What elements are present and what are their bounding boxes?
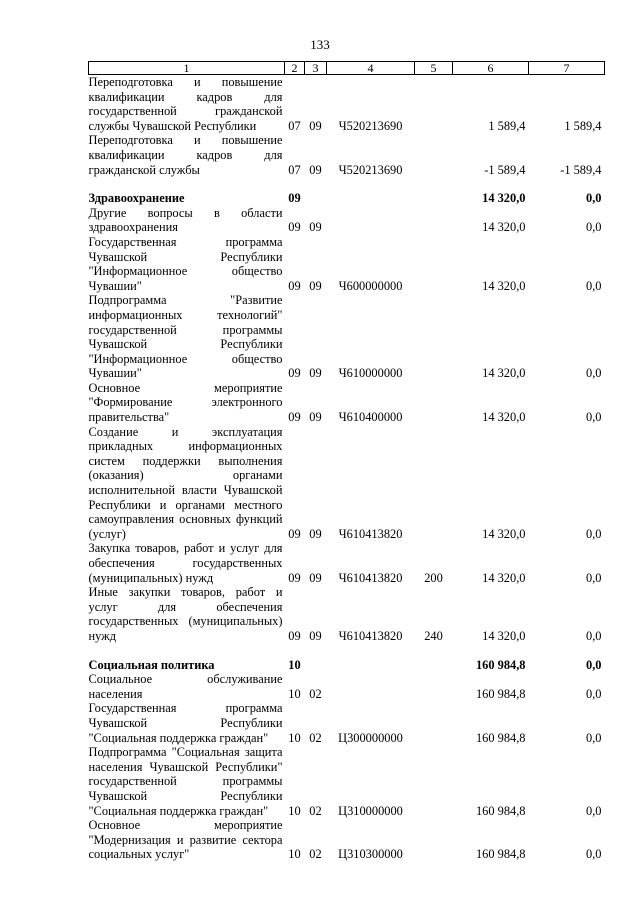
row-name-cell: Здравоохранение xyxy=(88,191,185,206)
target-item-cell: Ц310000000 xyxy=(338,803,403,818)
expense-type-cell xyxy=(415,818,453,862)
row-name-cell: Закупка товаров, работ и услуг для обеспечения государственных (муниципальных) нужд xyxy=(88,541,283,585)
expense-type-cell xyxy=(415,206,453,235)
row-name-cell: Социальная политика xyxy=(88,657,215,672)
amount-cell: 0,0 xyxy=(586,191,602,206)
expense-type-cell xyxy=(415,425,453,542)
subsection-code-cell: 09 xyxy=(309,118,322,133)
amount-cell: 14 320,0 xyxy=(482,191,526,206)
header-cell: 4 xyxy=(327,62,415,75)
section-code-cell: 09 xyxy=(288,570,301,585)
amount-cell: 14 320,0 xyxy=(482,570,526,585)
table-row xyxy=(89,818,605,862)
table-row xyxy=(89,235,605,293)
section-code-cell: 09 xyxy=(288,628,301,643)
table-row xyxy=(89,541,605,585)
expense-type-cell xyxy=(415,672,453,701)
amount-cell: 1 589,4 xyxy=(488,118,526,133)
row-name-cell: Социальное обслуживание населения xyxy=(88,672,283,701)
table-body xyxy=(89,75,605,862)
spacer-cell xyxy=(89,177,605,191)
section-code-cell: 09 xyxy=(288,220,301,235)
section-code-cell: 09 xyxy=(288,526,301,541)
amount-cell: 14 320,0 xyxy=(482,526,526,541)
amount-cell: 160 984,8 xyxy=(475,847,526,862)
target-item-cell xyxy=(327,206,415,235)
subsection-code-cell xyxy=(305,658,327,673)
amount-cell: 14 320,0 xyxy=(482,220,526,235)
header-cell: 6 xyxy=(453,62,529,75)
header-cell: 1 xyxy=(89,62,285,75)
amount-cell: 0,0 xyxy=(586,657,602,672)
subsection-code-cell: 09 xyxy=(309,220,322,235)
expense-type-cell xyxy=(415,658,453,673)
row-name-cell: Другие вопросы в области здравоохранения xyxy=(88,205,283,235)
amount-cell: 14 320,0 xyxy=(482,278,526,293)
section-code-cell: 09 xyxy=(288,278,301,293)
subsection-code-cell: 02 xyxy=(309,730,322,745)
subsection-code-cell: 09 xyxy=(309,278,322,293)
amount-cell: 0,0 xyxy=(586,628,602,643)
amount-cell: 160 984,8 xyxy=(475,657,526,672)
table-row xyxy=(89,133,605,177)
amount-cell: -1 589,4 xyxy=(484,162,526,177)
amount-cell: 0,0 xyxy=(586,803,602,818)
header-cell: 3 xyxy=(305,62,327,75)
section-code-cell: 10 xyxy=(288,686,301,701)
expense-type-cell xyxy=(415,235,453,293)
amount-cell: 0,0 xyxy=(586,410,602,425)
amount-cell: 0,0 xyxy=(586,366,602,381)
expense-type-cell xyxy=(415,191,453,206)
table-row xyxy=(89,425,605,542)
spacer-row xyxy=(89,177,605,191)
subsection-code-cell: 09 xyxy=(309,366,322,381)
table-row xyxy=(89,381,605,425)
expense-type-cell: 240 xyxy=(424,628,443,643)
target-item-cell: Ч520213690 xyxy=(338,118,403,133)
amount-cell: 0,0 xyxy=(586,730,602,745)
amount-cell: 0,0 xyxy=(586,570,602,585)
header-cell: 5 xyxy=(415,62,453,75)
amount-cell: -1 589,4 xyxy=(560,162,602,177)
header-row xyxy=(89,62,605,75)
row-name-cell: Государственная программа Чувашской Республики "Информационное общество Чувашии" xyxy=(88,234,283,293)
table-row xyxy=(89,585,605,643)
table-row xyxy=(89,206,605,235)
amount-cell: 0,0 xyxy=(586,847,602,862)
target-item-cell xyxy=(327,658,415,673)
expense-type-cell xyxy=(415,293,453,381)
table-row xyxy=(89,293,605,381)
row-name-cell: Подпрограмма "Развитие информационных технологий" государственной программы Чувашской Республики "Информационное общество Чувашии" xyxy=(88,293,283,381)
row-name-cell: Создание и эксплуатация прикладных информационных систем поддержки выполнения (оказания) органами исполнительной власти Чувашской Республики и органами местного самоуправления основных функций (услуг) xyxy=(88,424,283,541)
row-name-cell: Основное мероприятие "Формирование электронного правительства" xyxy=(88,380,283,425)
table-row xyxy=(89,672,605,701)
section-code-cell: 10 xyxy=(288,657,301,672)
section-code-cell: 10 xyxy=(288,730,301,745)
target-item-cell xyxy=(327,191,415,206)
subsection-code-cell: 09 xyxy=(309,628,322,643)
section-code-cell: 09 xyxy=(288,410,301,425)
amount-cell: 0,0 xyxy=(586,278,602,293)
target-item-cell: Ц300000000 xyxy=(338,730,403,745)
subsection-code-cell: 09 xyxy=(309,410,322,425)
spacer-row xyxy=(89,644,605,658)
subsection-code-cell: 02 xyxy=(309,686,322,701)
amount-cell: 1 589,4 xyxy=(564,118,602,133)
header-cell: 2 xyxy=(285,62,305,75)
row-name-cell: Переподготовка и повышение квалификации кадров для гражданской службы xyxy=(88,133,283,177)
row-name-cell: Подпрограмма "Социальная защита населения Чувашской Республики" государственной программы Чувашской Республики "Социальная поддержка граждан" xyxy=(88,745,283,818)
target-item-cell: Ч600000000 xyxy=(338,278,403,293)
row-name-cell: Основное мероприятие "Модернизация и развитие сектора социальных услуг" xyxy=(88,818,283,862)
amount-cell: 160 984,8 xyxy=(475,803,526,818)
amount-cell: 14 320,0 xyxy=(482,410,526,425)
section-row xyxy=(89,658,605,673)
row-name-cell: Переподготовка и повышение квалификации кадров для государственной гражданской службы Чувашской Республики xyxy=(88,75,283,133)
subsection-code-cell: 09 xyxy=(309,570,322,585)
budget-table xyxy=(88,61,605,862)
target-item-cell xyxy=(327,672,415,701)
target-item-cell: Ч610413820 xyxy=(338,570,403,585)
row-name-cell: Государственная программа Чувашской Республики "Социальная поддержка граждан" xyxy=(88,701,283,745)
target-item-cell: Ч610000000 xyxy=(338,366,403,381)
subsection-code-cell: 02 xyxy=(309,847,322,862)
section-code-cell: 10 xyxy=(288,803,301,818)
subsection-code-cell: 09 xyxy=(309,162,322,177)
expense-type-cell xyxy=(415,381,453,425)
table-row xyxy=(89,701,605,745)
section-code-cell: 07 xyxy=(288,162,301,177)
row-name-cell: Иные закупки товаров, работ и услуг для обеспечения государственных (муниципальных) нужд xyxy=(88,585,283,643)
section-code-cell: 09 xyxy=(288,366,301,381)
target-item-cell: Ч520213690 xyxy=(338,162,403,177)
subsection-code-cell: 09 xyxy=(309,526,322,541)
section-code-cell: 09 xyxy=(288,191,301,206)
table-row xyxy=(89,75,605,134)
table-row xyxy=(89,745,605,818)
header-cell: 7 xyxy=(529,62,605,75)
expense-type-cell: 200 xyxy=(424,570,443,585)
subsection-code-cell xyxy=(305,191,327,206)
section-code-cell: 10 xyxy=(288,847,301,862)
expense-type-cell xyxy=(415,701,453,745)
amount-cell: 14 320,0 xyxy=(482,366,526,381)
subsection-code-cell: 02 xyxy=(309,803,322,818)
target-item-cell: Ч610400000 xyxy=(338,410,403,425)
amount-cell: 0,0 xyxy=(586,220,602,235)
target-item-cell: Ч610413820 xyxy=(338,526,403,541)
amount-cell: 14 320,0 xyxy=(482,628,526,643)
table-header xyxy=(89,62,605,75)
expense-type-cell xyxy=(415,75,453,134)
expense-type-cell xyxy=(415,745,453,818)
section-row xyxy=(89,191,605,206)
amount-cell: 160 984,8 xyxy=(475,686,526,701)
amount-cell: 0,0 xyxy=(586,526,602,541)
spacer-cell xyxy=(89,644,605,658)
target-item-cell: Ч610413820 xyxy=(338,628,403,643)
page-number: 133 xyxy=(310,37,330,52)
amount-cell: 160 984,8 xyxy=(475,730,526,745)
amount-cell: 0,0 xyxy=(586,686,602,701)
expense-type-cell xyxy=(415,133,453,177)
section-code-cell: 07 xyxy=(288,118,301,133)
target-item-cell: Ц310300000 xyxy=(338,847,403,862)
